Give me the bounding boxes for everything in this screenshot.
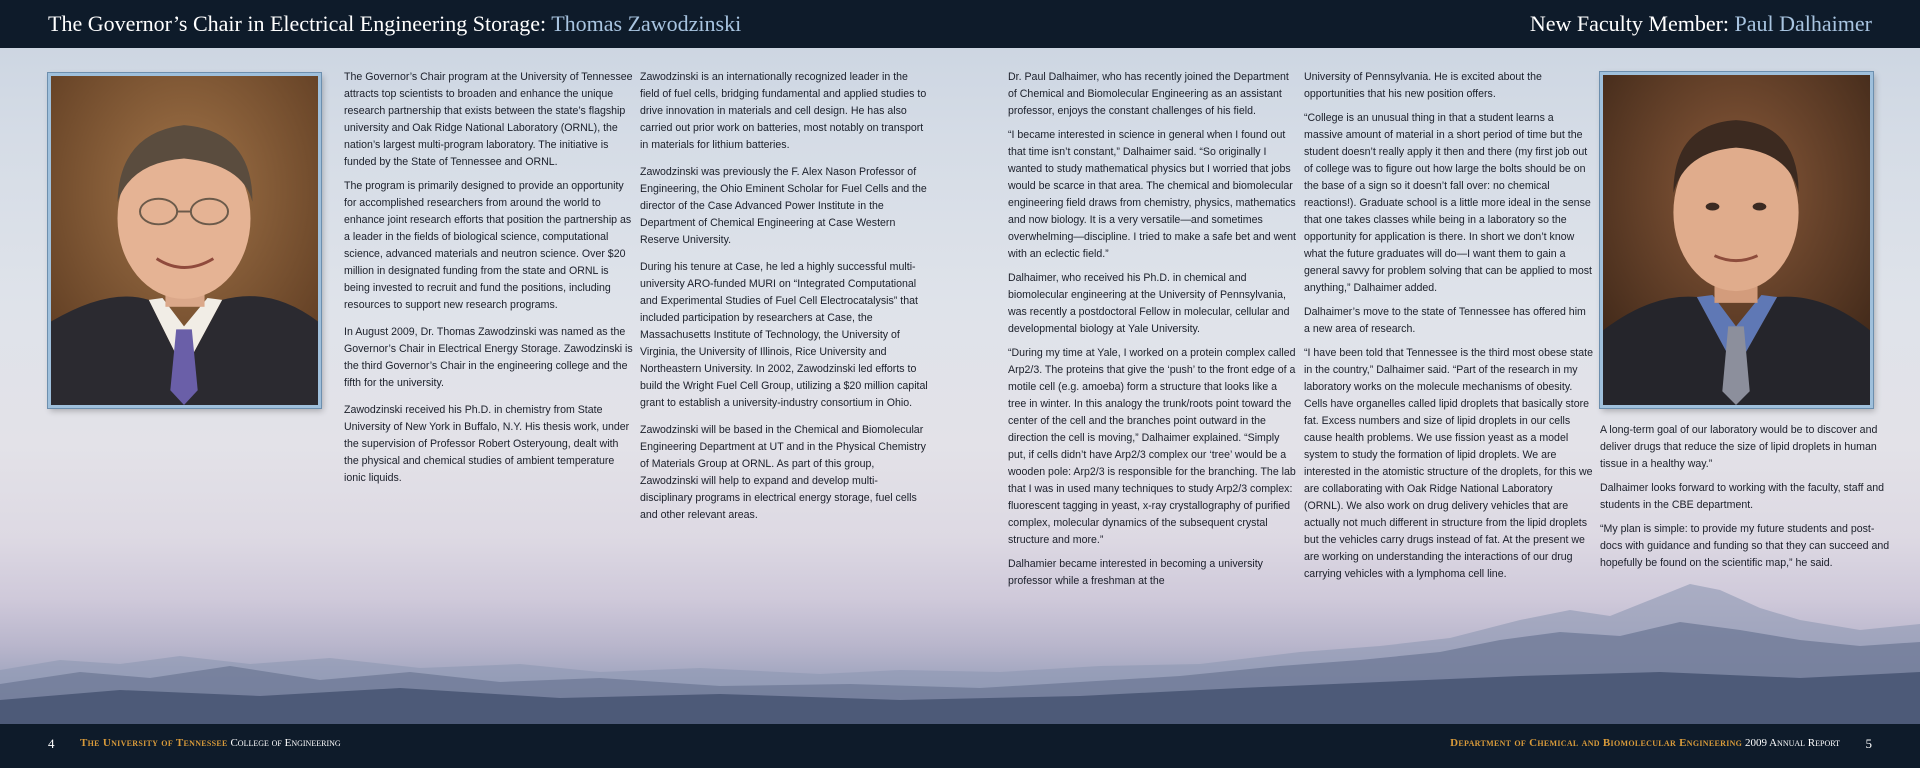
paragraph: The program is primarily designed to provide an opportunity for accomplished researchers from around the world to enhance joint research efforts that position the partnership as a leader in the fields of biological science, computational science, advanced materials and neutron science. Over $20 million in designated funding from the state and ORNL is being invested to recruit and fund the positions, including resources to support new research programs. xyxy=(344,180,632,311)
department-name: Department of Chemical and Biomolecular Engineering xyxy=(1450,737,1743,749)
paragraph: Zawodzinski will be based in the Chemical and Biomolecular Engineering Department at UT and in the Physical Chemistry of Materials Group at ORNL. As part of this group, Zawodzinski will help to expand and develop multi-disciplinary programs in electrical energy storage, fuel cells and other relevant areas. xyxy=(640,424,926,521)
right-title-name: Paul Dalhaimer xyxy=(1734,11,1872,36)
college-name: College of Engineering xyxy=(230,737,341,749)
portrait-paul-dalhaimer xyxy=(1600,72,1873,408)
university-name: The University of Tennessee xyxy=(80,737,228,749)
portrait-left-illustration xyxy=(51,76,318,405)
paragraph: During his tenure at Case, he led a highly successful multi-university ARO-funded MURI on “Integrated Computational and Experimental Studies of Fuel Cell Electrocatalysis” that included participation by researchers at Case, the Massachusetts Institute of Technology, the University of Virginia, the University of Illinois, Rice University and Northeastern University. In 2002, Zawodzinski led efforts to build the Wright Fuel Cell Group, utilizing a $20 million capital grant to establish a university-industry consortium in Ohio. xyxy=(640,261,928,409)
column-1 xyxy=(344,69,634,494)
annual-report-label: 2009 Annual Report xyxy=(1744,737,1840,749)
paragraph: Zawodzinski was previously the F. Alex Nason Professor of Engineering, the Ohio Eminent Scholar for Fuel Cells and the director of the Case Advanced Power Institute in the Department of Chemical Engineering at Case Western Reserve University. xyxy=(640,166,927,246)
left-title-name: Thomas Zawodzinski xyxy=(551,11,742,36)
paragraph: In August 2009, Dr. Thomas Zawodzinski was named as the Governor’s Chair in Electrical Energy Storage. Zawodzinski is the third Governor’s Chair in the engineering college and the fifth for the university. xyxy=(344,326,633,389)
left-page-title xyxy=(48,11,741,37)
paragraph: “College is an unusual thing in that a student learns a massive amount of material in a short period of time but the student doesn’t really apply it then and there (my first job out of college was to figure out how large the bolts should be on the base of a sign so it doesn’t fall over: no chemical reactions!). Graduate school is a little more ideal in the sense that one takes classes while being in a laboratory so the opportunity for application is there. In short we don’t know what the future graduates will do—I want them to gain a general savvy for problem solving that can be applied to most anything,” Dalhaimer added. xyxy=(1304,112,1592,294)
column-4 xyxy=(1304,69,1594,590)
paragraph: “I have been told that Tennessee is the third most obese state in the country,” Dalhaimer said. “Part of the research in my laboratory works on the molecule mechanisms of obesity. Cells have organelles called lipid droplets that basically store fat. Excess numbers and size of lipid droplets in our cells cause health problems. We use fission yeast as a model system to study the formation of lipid droplets. We are interested in the atomistic structure of the droplets, for this we are collaborating with Oak Ridge National Laboratory (ORNL). We also work on drug delivery vehicles that are actually not much different in structure from the lipid droplets but the vehicles carry drugs instead of fat. At the present we are working on understanding the interactions of our drug carrying vehicles with a lymphoma cell line. xyxy=(1304,347,1593,580)
paragraph: “My plan is simple: to provide my future students and post-docs with guidance and funding so that they can succeed and hopefully be found on the scientific map,” he said. xyxy=(1600,523,1890,569)
paragraph: Zawodzinski is an internationally recognized leader in the field of fuel cells, bridging fundamental and applied studies to drive innovation in materials and cell design. He has also carried out prior work on batteries, most notably on transport in materials for lithium batteries. xyxy=(640,71,927,151)
portrait-right-illustration xyxy=(1603,75,1870,405)
header-bar xyxy=(0,0,1920,48)
right-page-title xyxy=(1530,11,1872,37)
paragraph: “I became interested in science in general when I found out that time isn’t constant,” Dalhaimer said. “So originally I wanted to study mathematical physics but I worried that jobs would be scarce in that area. The chemical and biomolecular engineering field draws from chemistry, physics, mathematics and now biology. It is a very versatile—and sometimes overwhelming—discipline. I tried to make a safe bet and went with an eclectic field.” xyxy=(1008,129,1296,260)
column-3 xyxy=(1008,69,1298,597)
paragraph: Dalhaimer, who received his Ph.D. in chemical and biomolecular engineering at the University of Pennsylvania, was recently a postdoctoral Fellow in molecular, cellular and developmental biology at Yale University. xyxy=(1008,272,1290,335)
paragraph: Dalhaimer looks forward to working with the faculty, staff and students in the CBE department. xyxy=(1600,482,1885,511)
paragraph: The Governor’s Chair program at the University of Tennessee attracts top scientists to broaden and enhance the unique research partnership that exists between the state’s flagship university and Oak Ridge National Laboratory (ORNL), the nation’s largest multi-program laboratory. The initiative is funded by the State of Tennessee and ORNL. xyxy=(344,71,633,168)
column-5 xyxy=(1600,422,1890,579)
paragraph: Dalhaimer’s move to the state of Tennessee has offered him a new area of research. xyxy=(1304,306,1586,335)
left-footer-text xyxy=(80,737,341,749)
mountain-landscape xyxy=(0,560,1920,724)
right-title-prefix: New Faculty Member: xyxy=(1529,11,1730,36)
paragraph: Dr. Paul Dalhaimer, who has recently joined the Department of Chemical and Biomolecular Engineering as an assistant professor, enjoys the constant challenges of his field. xyxy=(1008,71,1289,117)
paragraph: A long-term goal of our laboratory would be to discover and deliver drugs that reduce the size of lipid droplets in human tissue in a healthy way.” xyxy=(1600,424,1878,470)
right-page-number: 5 xyxy=(1865,736,1872,751)
left-title-prefix: The Governor’s Chair in Electrical Engineering Storage: xyxy=(48,11,547,36)
footer-bar xyxy=(0,724,1920,768)
column-2 xyxy=(640,69,930,531)
paragraph: Zawodzinski received his Ph.D. in chemistry from State University of New York in Buffalo, N.Y. His thesis work, under the supervision of Professor Robert Osteryoung, dealt with the physical and chemical studies of ambient temperature ionic liquids. xyxy=(344,404,630,484)
right-footer-text xyxy=(1450,737,1840,749)
paragraph: University of Pennsylvania. He is excited about the opportunities that his new position offers. xyxy=(1304,71,1542,100)
left-page-number: 4 xyxy=(48,736,55,751)
paragraph: Dalhamier became interested in becoming a university professor while a freshman at the xyxy=(1008,558,1263,587)
portrait-thomas-zawodzinski xyxy=(48,73,321,408)
paragraph: “During my time at Yale, I worked on a protein complex called Arp2/3. The proteins that give the ‘push’ to the front edge of a motile cell (e.g. amoeba) form a structure that looks like a tree in winter. In this analogy the trunk/roots point toward the center of the cell and the branches point outward in the direction the cell is moving,” Dalhaimer explained. “Simply put, if cells didn’t have Arp2/3 complex our ‘tree’ would be a wooden pole: Arp2/3 is responsible for the branching. The lab that I was in used many techniques to study Arp2/3 complex: fluorescent tagging in yeast, x-ray crystallography of purified complex, molecular dynamics of the subsequent crystal structure and more.” xyxy=(1008,347,1296,546)
